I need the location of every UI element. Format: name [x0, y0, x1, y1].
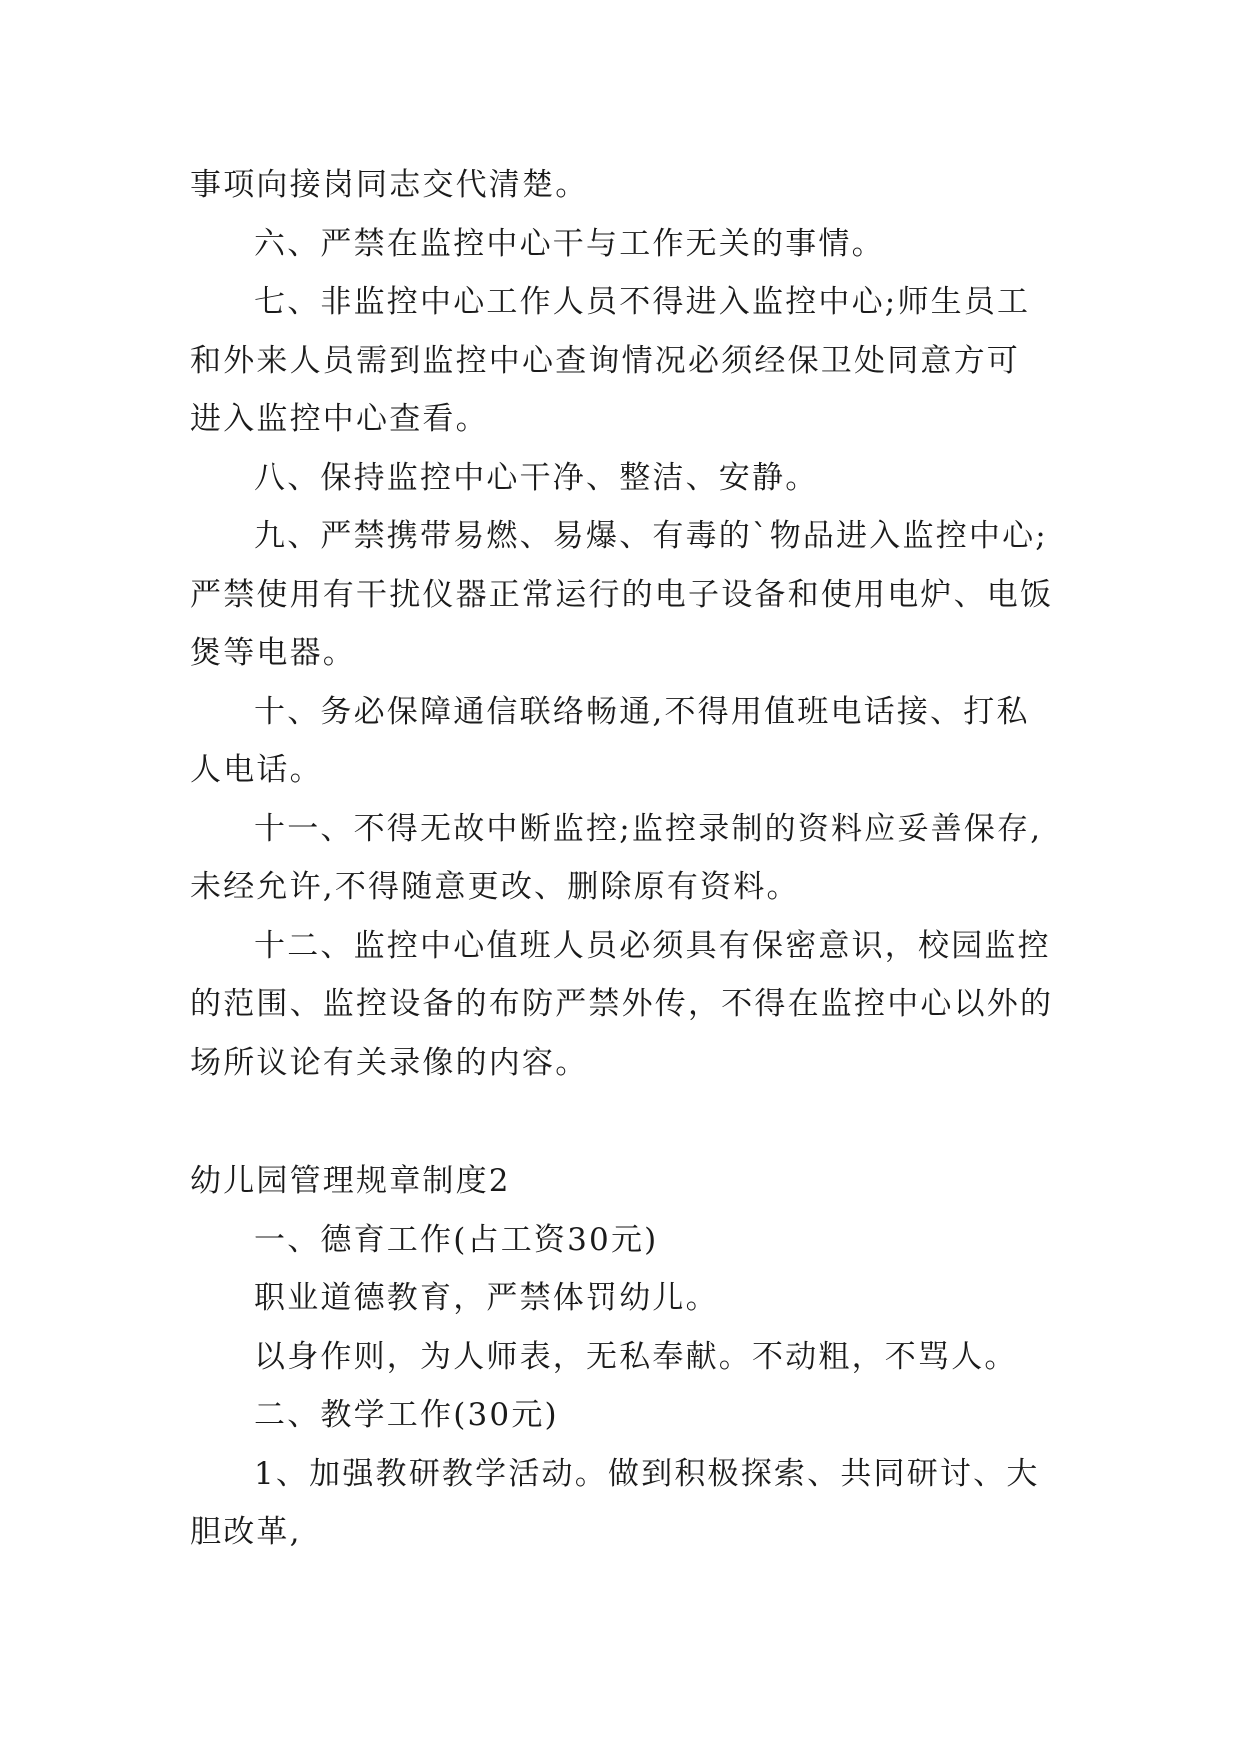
paragraph-line: 十一、不得无故中断监控;监控录制的资料应妥善保存, — [254, 810, 1043, 847]
paragraph-line: 进入监控中心查看。 — [190, 401, 489, 437]
paragraph-line: 职业道德教育，严禁体罚幼儿。 — [254, 1280, 719, 1316]
paragraph-line: 煲等电器。 — [190, 635, 356, 671]
paragraph-line: 事项向接岗同志交代清楚。 — [190, 167, 589, 203]
section-title: 幼儿园管理规章制度2 — [190, 1163, 511, 1199]
paragraph-line: 八、保持监控中心干净、整洁、安静。 — [254, 459, 819, 496]
paragraph-line: 1、加强教研教学活动。做到积极探索、共同研讨、大 — [254, 1455, 1040, 1492]
paragraph-line: 胆改革, — [190, 1514, 302, 1550]
paragraph-line: 的范围、监控设备的布防严禁外传，不得在监控中心以外的 — [190, 986, 1054, 1022]
paragraph-line: 未经允许,不得随意更改、删除原有资料。 — [190, 869, 800, 905]
paragraph-line: 一、德育工作(占工资30元) — [254, 1221, 659, 1258]
paragraph-line: 七、非监控中心工作人员不得进入监控中心;师生员工 — [254, 284, 1031, 320]
document-body — [190, 156, 1058, 1562]
paragraph-line: 二、教学工作(30元) — [254, 1397, 559, 1433]
paragraph-line: 人电话。 — [190, 752, 323, 788]
section-kindergarten-rules — [190, 1211, 1058, 1562]
section-gap — [190, 1092, 1058, 1152]
paragraph-line: 九、严禁携带易燃、易爆、有毒的`物品进入监控中心; — [254, 518, 1048, 554]
paragraph-line: 和外来人员需到监控中心查询情况必须经保卫处同意方可 — [190, 342, 1020, 379]
paragraph-line: 六、严禁在监控中心干与工作无关的事情。 — [254, 225, 885, 262]
paragraph-line: 十二、监控中心值班人员必须具有保密意识，校园监控 — [254, 927, 1051, 964]
paragraph-line: 严禁使用有干扰仪器正常运行的电子设备和使用电炉、电饭 — [190, 576, 1054, 613]
paragraph-line: 以身作则，为人师表，无私奉献。不动粗，不骂人。 — [254, 1338, 1018, 1375]
paragraph-line: 场所议论有关录像的内容。 — [190, 1044, 589, 1081]
paragraph-line: 十、务必保障通信联络畅通,不得用值班电话接、打私 — [254, 693, 1030, 730]
section-monitoring-rules — [190, 156, 1058, 1092]
